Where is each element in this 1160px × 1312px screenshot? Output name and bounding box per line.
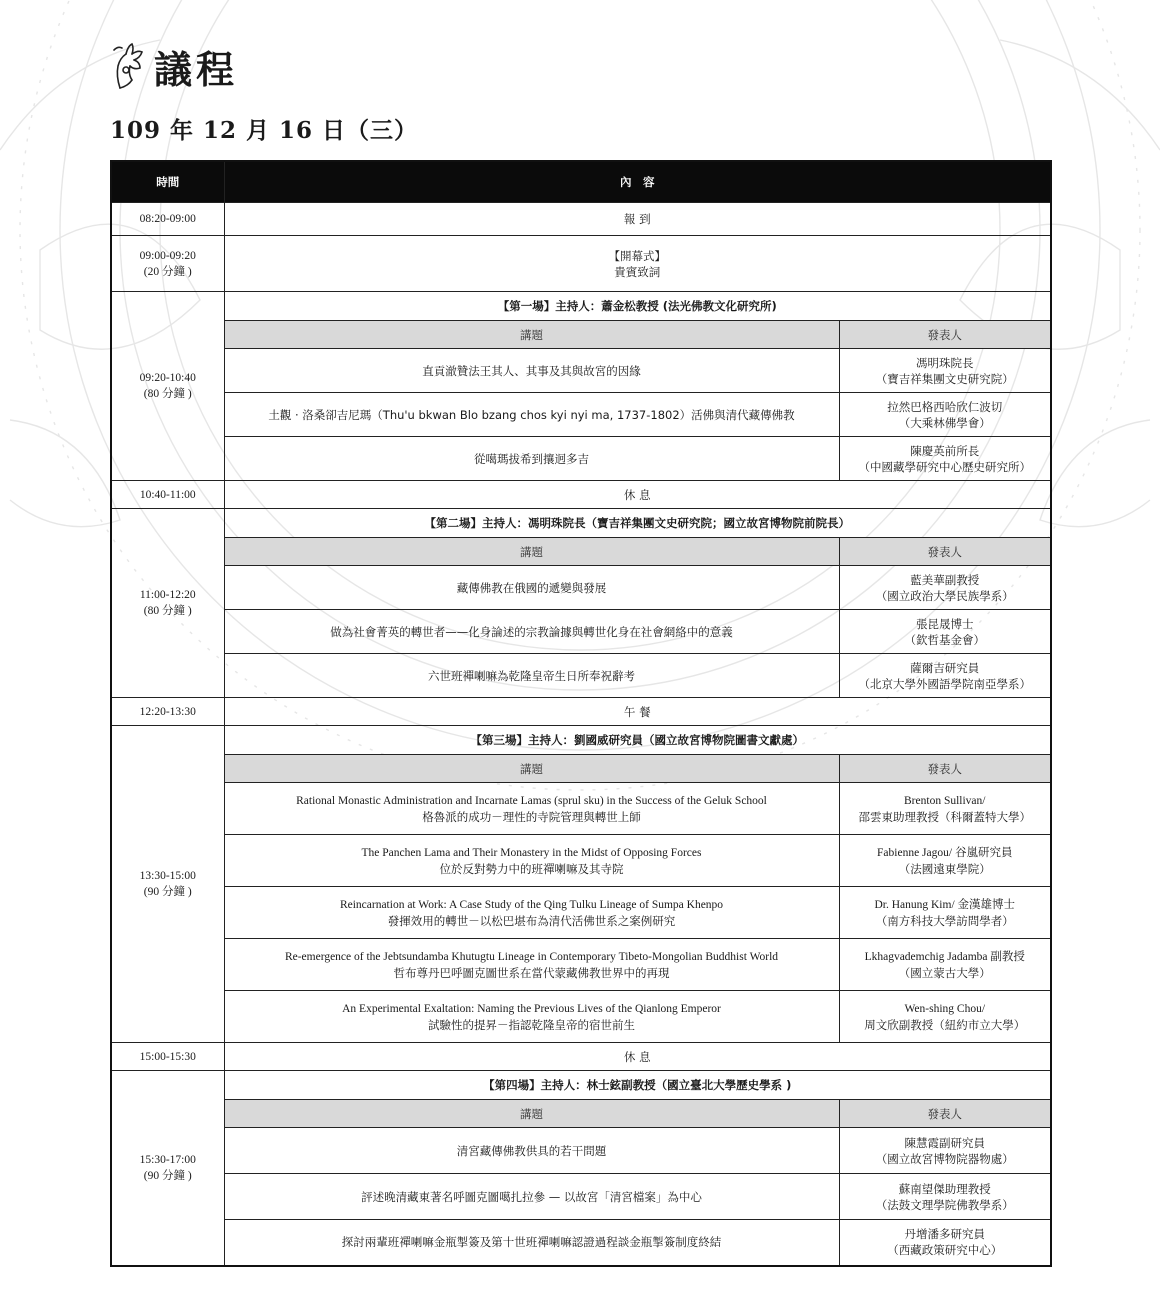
talk-speaker: Lkhagvademchig Jadamba 副教授 （國立蒙古大學）: [839, 939, 1051, 991]
table-row: [111, 939, 1051, 991]
session2-title-row: [111, 509, 1051, 538]
talk-topic: The Panchen Lama and Their Monastery in the Midst of Opposing Forces 位於反對勢力中的班禪喇嘛及其寺院: [224, 835, 839, 887]
col-header-content: 內 容: [224, 161, 1051, 203]
table-row: [111, 991, 1051, 1043]
mudra-hand-icon: [108, 40, 148, 92]
time-cell: 10:40-11:00: [111, 481, 224, 509]
talk-speaker: 馮明珠院長 （寶吉祥集團文史研究院）: [839, 349, 1051, 393]
topic-header: 講題: [224, 755, 839, 783]
table-row: [111, 393, 1051, 437]
topic-header: 講題: [224, 538, 839, 566]
talk-topic: An Experimental Exaltation: Naming the Previous Lives of the Qianlong Emperor 試驗性的提昇－指認乾隆皇帝的宿世前生: [224, 991, 839, 1043]
table-row: [111, 1174, 1051, 1220]
lunch-label: 午 餐: [224, 698, 1051, 726]
table-row: [111, 835, 1051, 887]
page-header: [108, 36, 238, 96]
time-cell: 09:00-09:20 (20 分鐘 ): [111, 236, 224, 292]
table-row: [111, 1220, 1051, 1266]
talk-topic: Reincarnation at Work: A Case Study of the Qing Tulku Lineage of Sumpa Khenpo 發揮效用的轉世－以松巴堪布為清代活佛世系之案例研究: [224, 887, 839, 939]
talk-topic: Rational Monastic Administration and Incarnate Lamas (sprul sku) in the Success of the Geluk School 格魯派的成功－理性的寺院管理與轉世上師: [224, 783, 839, 835]
talk-topic: 做為社會菁英的轉世者——化身論述的宗教論據與轉世化身在社會網絡中的意義: [224, 610, 839, 654]
table-row: [111, 783, 1051, 835]
topic-header: 講題: [224, 321, 839, 349]
talk-topic: 土觀 ‧ 洛桑卻吉尼瑪（Thu'u bkwan Blo bzang chos kyi nyi ma, 1737-1802）活佛與清代藏傳佛教: [224, 393, 839, 437]
talk-topic: 藏傳佛教在俄國的遞變與發展: [224, 566, 839, 610]
talk-topic: 探討兩輩班禪喇嘛金瓶掣簽及第十世班禪喇嘛認證過程談金瓶掣簽制度終結: [224, 1220, 839, 1266]
talk-speaker: 陳慶英前所長 （中國藏學研究中心歷史研究所）: [839, 437, 1051, 481]
session3-title: 【第三場】主持人：劉國威研究員（國立故宮博物院圖書文獻處）: [224, 726, 1051, 755]
time-cell: 12:20-13:30: [111, 698, 224, 726]
table-row: [111, 1128, 1051, 1174]
speaker-header: 發表人: [839, 321, 1051, 349]
opening-title: 【開幕式】: [608, 248, 666, 263]
talk-topic: 評述晚清藏東著名呼圖克圖噶扎拉參 — 以故宮「清宮檔案」為中心: [224, 1174, 839, 1220]
session4-title: 【第四場】主持人：林士鉉副教授（國立臺北大學歷史學系 ): [224, 1071, 1051, 1100]
session1-time: 09:20-10:40 (80 分鐘 ): [111, 292, 224, 481]
table-row: [111, 437, 1051, 481]
event-date: 109 年 12 月 16 日（三）: [110, 117, 419, 144]
talk-topic: 從噶瑪拔希到攘迥多吉: [224, 437, 839, 481]
opening-subtitle: 貴賓致詞: [614, 264, 661, 279]
talk-topic: 清宮藏傳佛教供具的若干問題: [224, 1128, 839, 1174]
talk-topic: 直貢澈贊法王其人、其事及其與故宮的因緣: [224, 349, 839, 393]
session2-time: 11:00-12:20 (80 分鐘 ): [111, 509, 224, 698]
topic-header: 講題: [224, 1100, 839, 1128]
talk-speaker: Fabienne Jagou/ 谷嵐研究員 （法國遠東學院）: [839, 835, 1051, 887]
session4-time: 15:30-17:00 (90 分鐘 ): [111, 1071, 224, 1266]
session1-title-row: [111, 292, 1051, 321]
talk-speaker: 薩爾吉研究員 （北京大學外國語學院南亞學系）: [839, 654, 1051, 698]
session3-time: 13:30-15:00 (90 分鐘 ): [111, 726, 224, 1043]
session3-title-row: [111, 726, 1051, 755]
table-row: [111, 349, 1051, 393]
session4-subheader: [111, 1100, 1051, 1128]
talk-speaker: Brenton Sullivan/ 邵雲東助理教授（科爾蓋特大學）: [839, 783, 1051, 835]
page-title: 議程: [154, 46, 239, 92]
time-cell: 08:20-09:00: [111, 203, 224, 236]
speaker-header: 發表人: [839, 755, 1051, 783]
talk-speaker: 丹增潘多研究員 （西藏政策研究中心）: [839, 1220, 1051, 1266]
session4-title-row: [111, 1071, 1051, 1100]
session1-title: 【第一場】主持人：蕭金松教授 (法光佛教文化研究所): [224, 292, 1051, 321]
table-header-row: [111, 161, 1051, 203]
talk-speaker: 藍美華副教授 （國立政治大學民族學系）: [839, 566, 1051, 610]
break-label: 休 息: [224, 481, 1051, 509]
table-row: [111, 566, 1051, 610]
time-cell: 15:00-15:30: [111, 1043, 224, 1071]
lunch-row: [111, 698, 1051, 726]
table-row: [111, 887, 1051, 939]
talk-speaker: 拉然巴格西哈欣仁波切 （大乘林佛學會）: [839, 393, 1051, 437]
talk-topic: 六世班禪喇嘛為乾隆皇帝生日所奉祝辭考: [224, 654, 839, 698]
session2-title: 【第二場】主持人：馮明珠院長（寶吉祥集團文史研究院；國立故宮博物院前院長）: [224, 509, 1051, 538]
speaker-header: 發表人: [839, 1100, 1051, 1128]
table-row: [111, 654, 1051, 698]
col-header-time: 時間: [111, 161, 224, 203]
talk-speaker: Wen-shing Chou/ 周文欣副教授（紐約市立大學）: [839, 991, 1051, 1043]
talk-speaker: 陳慧霞副研究員 （國立故宮博物院器物處）: [839, 1128, 1051, 1174]
session1-subheader: [111, 321, 1051, 349]
table-row: [111, 610, 1051, 654]
talk-speaker: Dr. Hanung Kim/ 金漢雄博士 （南方科技大學訪問學者）: [839, 887, 1051, 939]
break-row: [111, 481, 1051, 509]
registration-row: [111, 203, 1051, 236]
speaker-header: 發表人: [839, 538, 1051, 566]
session3-subheader: [111, 755, 1051, 783]
talk-topic: Re-emergence of the Jebtsundamba Khutugtu Lineage in Contemporary Tibeto-Mongolian Buddhist World 哲布尊丹巴呼圖克圖世系在當代蒙藏佛教世界中的再現: [224, 939, 839, 991]
session2-subheader: [111, 538, 1051, 566]
break-label: 休 息: [224, 1043, 1051, 1071]
talk-speaker: 蘇南望傑助理教授 （法鼓文理學院佛教學系）: [839, 1174, 1051, 1220]
talk-speaker: 張昆晟博士 （欽哲基金會）: [839, 610, 1051, 654]
opening-content: [224, 236, 1051, 292]
agenda-table: [110, 160, 1052, 1267]
registration-label: 報 到: [224, 203, 1051, 236]
break-row: [111, 1043, 1051, 1071]
opening-row: [111, 236, 1051, 292]
